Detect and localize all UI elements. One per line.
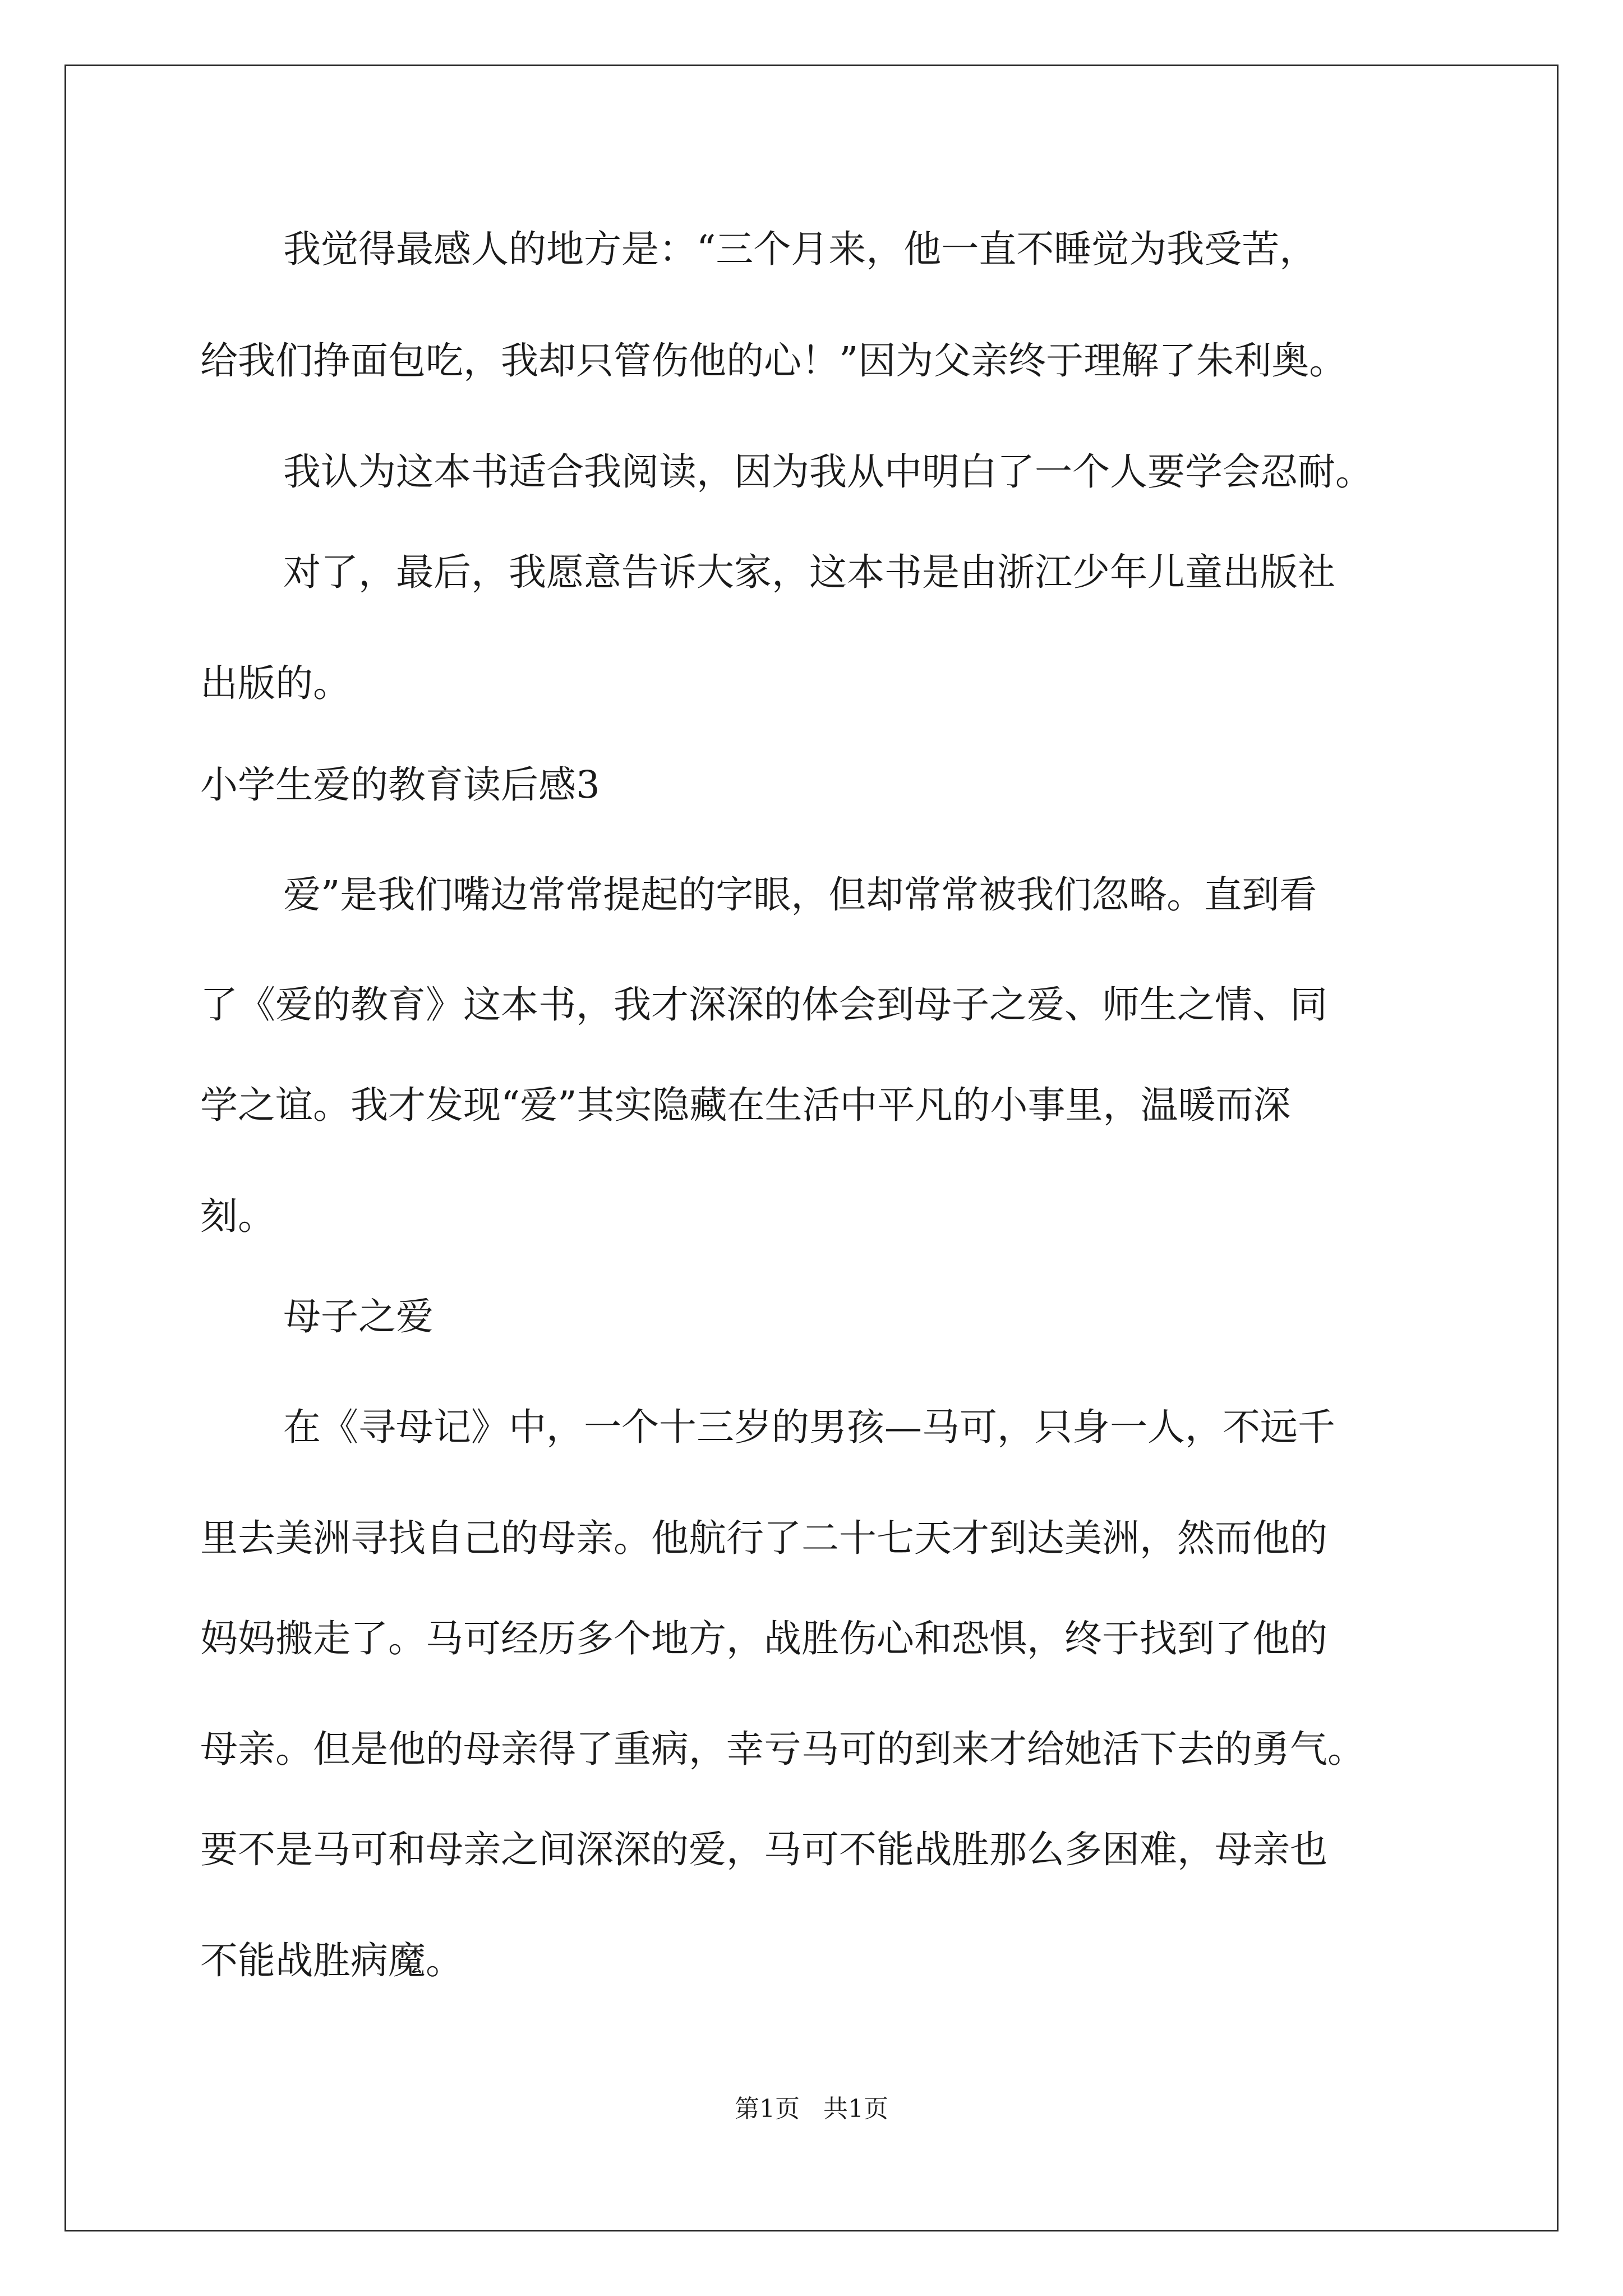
paragraph-line: 我觉得最感人的地方是：“三个月来，他一直不睡觉为我受苦， [283,227,1317,271]
paragraph-line: 妈妈搬走了。马可经历多个地方，战胜伤心和恐惧，终于找到了他的 [200,1617,1327,1660]
paragraph-line: 学之谊。我才发现“爱”其实隐藏在生活中平凡的小事里，温暖而深 [200,1083,1291,1127]
paragraph-line: 爱”是我们嘴边常常提起的字眼，但却常常被我们忽略。直到看 [283,873,1317,917]
page-border [64,65,1559,2231]
paragraph-line: 母亲。但是他的母亲得了重病，幸亏马可的到来才给她活下去的勇气。 [200,1727,1365,1771]
paragraph-line: 对了，最后，我愿意告诉大家，这本书是由浙江少年儿童出版社 [283,550,1335,594]
section-heading: 小学生爱的教育读后感3 [200,763,600,807]
paragraph-line: 不能战胜病魔。 [200,1939,463,1982]
paragraph-line: 里去美洲寻找自己的母亲。他航行了二十七天才到达美洲，然而他的 [200,1516,1327,1560]
paragraph-line: 要不是马可和母亲之间深深的爱，马可不能战胜那么多困难，母亲也 [200,1828,1327,1871]
paragraph-line: 了《爱的教育》这本书，我才深深的体会到母子之爱、师生之情、同 [200,983,1327,1027]
paragraph-line: 我认为这本书适合我阅读，因为我从中明白了一个人要学会忍耐。 [283,450,1373,494]
page-footer: 第1页 共1页 [735,2095,888,2123]
paragraph-line: 给我们挣面包吃，我却只管伤他的心！”因为父亲终于理解了朱利奥。 [200,339,1347,383]
paragraph-line: 刻。 [200,1194,275,1238]
paragraph-line: 出版的。 [200,661,351,705]
paragraph-line: 在《寻母记》中，一个十三岁的男孩—马可，只身一人，不远千 [283,1405,1335,1449]
subheading: 母子之爱 [283,1295,434,1338]
